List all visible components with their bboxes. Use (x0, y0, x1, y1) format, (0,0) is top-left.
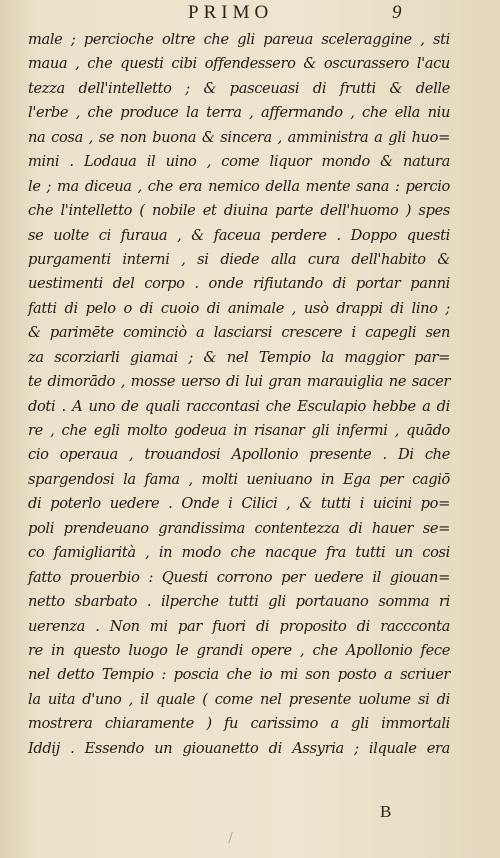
text-line: za scorziarli giamai ; & nel Tempio la maggior par= (28, 348, 450, 366)
text-line: le ; ma diceua , che era nemico della mente sana : percio (28, 177, 450, 195)
text-line: che l'intelletto ( nobile et diuina parte dell'huomo ) spes (28, 202, 450, 220)
page-number: 9 (392, 2, 402, 23)
running-head (0, 2, 500, 24)
text-line: re in questo luogo le grandi opere , che Apollonio fece (28, 641, 450, 659)
text-line: mini . Lodaua il uino , come liquor mondo & natura (28, 153, 450, 171)
text-line: la uita d'uno , il quale ( come nel presente uolume si di (28, 690, 450, 708)
running-head-title: PRIMO (188, 2, 274, 23)
text-line: fatti di pelo o di cuoio di animale , usò drappi di lino ; (28, 299, 450, 317)
text-line: spargendosi la fama , molti ueniuano in Ega per cagiō (28, 470, 450, 488)
text-line: maua , che questi cibi offendessero & oscurassero l'acu (28, 55, 450, 73)
body-text (28, 28, 450, 761)
text-line: se uolte ci furaua , & faceua perdere . Doppo questi (28, 226, 450, 244)
text-line: l'erbe , che produce la terra , affermando , che ella niu (28, 104, 450, 122)
text-line: co famigliarità , in modo che nacque fra tutti un cosi (28, 544, 450, 562)
text-line: & parimēte cominciò a lasciarsi crescere i capegli sen (28, 324, 450, 342)
paper-blemish (228, 832, 236, 845)
text-line: di poterlo uedere . Onde i Cilici , & tutti i uicini po= (28, 495, 450, 513)
text-line: tezza dell'intelletto ; & pasceuasi di frutti & delle (28, 79, 450, 97)
text-line: purgamenti interni , si diede alla cura dell'habito & (28, 250, 450, 268)
text-line: te dimorādo , mosse uerso di lui gran marauiglia ne sacer (28, 373, 450, 391)
text-line: poli prendeuano grandissima contentezza di hauer se= (28, 519, 450, 537)
text-line: male ; percioche oltre che gli pareua sceleraggine , sti (28, 31, 450, 48)
text-line: cio operaua , trouandosi Apollonio presente . Di che (28, 446, 450, 464)
text-line: uerenza . Non mi par fuori di proposito di raccconta (28, 617, 450, 635)
text-line: na cosa , se non buona & sincera , amministra a gli huo= (28, 128, 450, 146)
text-line: fatto prouerbio : Questi corrono per uedere il giouan= (28, 568, 450, 586)
text-line: nel detto Tempio : poscia che io mi son posto a scriuer (28, 666, 450, 684)
text-line: mostrera chiaramente ) fu carissimo a gli immortali (28, 715, 450, 733)
text-line: uestimenti del corpo . onde rifiutando di portar panni (28, 275, 450, 293)
signature-mark: B (380, 802, 392, 821)
text-line: doti . A uno de quali raccontasi che Esculapio hebbe a di (28, 397, 450, 415)
text-line: netto sbarbato . ilperche tutti gli portauano somma ri (28, 593, 450, 611)
text-line: re , che egli molto godeua in risanar gli infermi , quādo (28, 422, 450, 439)
text-line: Iddij . Essendo un giouanetto di Assyria ; ilquale era (28, 739, 450, 757)
